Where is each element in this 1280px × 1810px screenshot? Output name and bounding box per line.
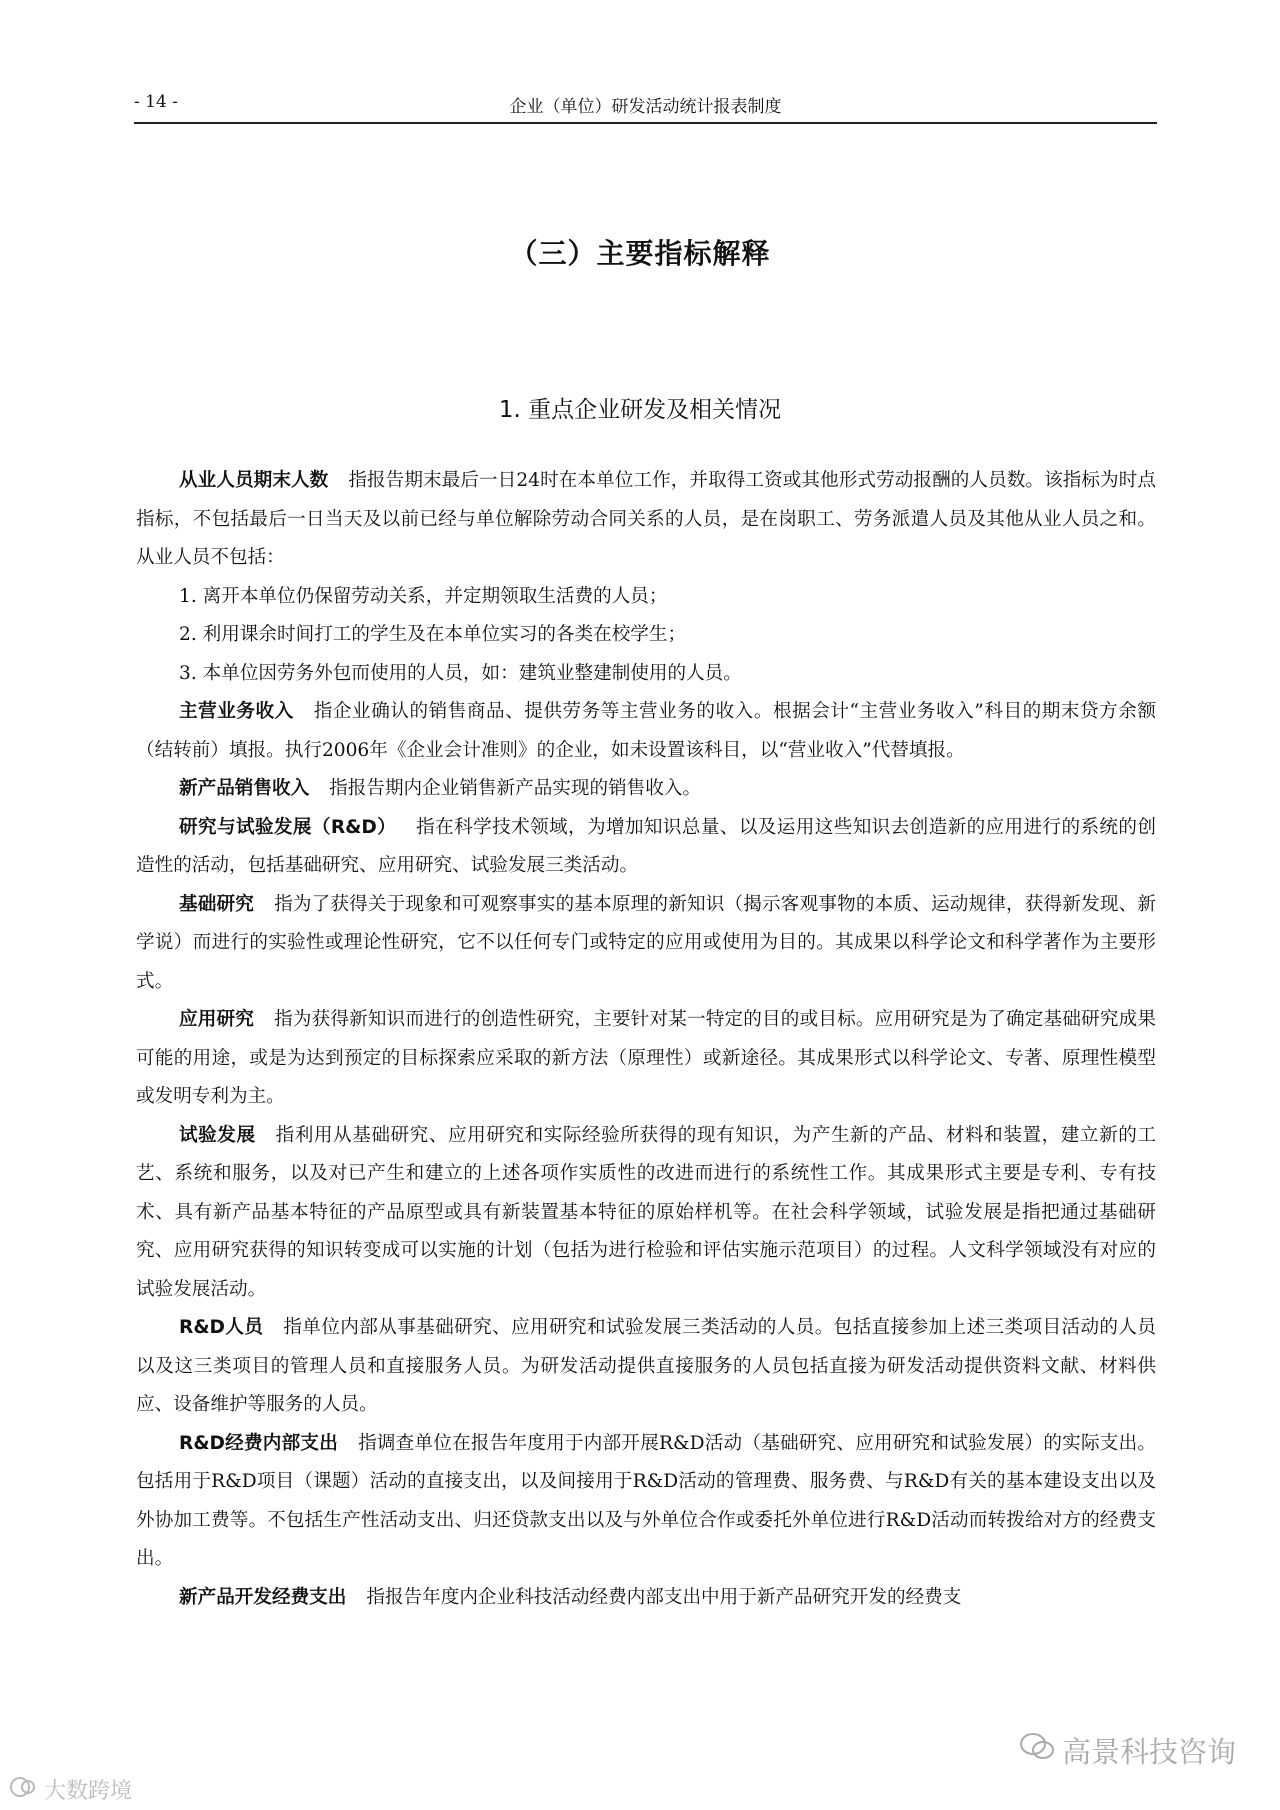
watermark-text: 大数跨境 [44,1779,133,1804]
definition: 1. 离开本单位仍保留劳动关系，并定期领取生活费的人员； [179,585,668,607]
section-title: （三）主要指标解释 [509,237,771,270]
paragraph [136,1001,1156,1117]
wechat-icon [1020,1732,1054,1769]
logo-icon [8,1775,38,1805]
definition: 指报告期内企业销售新产品实现的销售收入。 [329,778,702,799]
definition: 指调查单位在报告年度用于内部开展R&D活动（基础研究、应用研究和试验发展）的实际支出。包括用于R&D项目（课题）活动的直接支出，以及间接用于R&D活动的管理费、服务费、与R&D有关的基本建设支出以及外协加工费等。不包括生产性活动支出、归还贷款支出以及与外单位合作或委托外单位进行R&D活动而转拨给对方的经费支出。 [136,1432,1156,1569]
paragraph [136,693,1156,770]
definition: 3. 本单位因劳务外包而使用的人员，如：建筑业整建制使用的人员。 [179,662,742,684]
watermark-text: 高景科技咨询 [1061,1735,1236,1769]
term: 主营业务收入 [179,701,294,722]
list-item [136,655,1156,694]
paragraph [136,1309,1156,1425]
watermark-right [1020,1730,1236,1771]
running-title: 企业（单位）研发活动统计报表制度 [509,97,782,117]
page-header [134,88,1157,124]
watermark-left [8,1774,132,1805]
paragraph [136,462,1156,578]
definition: 指单位内部从事基础研究、应用研究和试验发展三类活动的人员。包括直接参加上述三类项目活动的人员以及这三类项目的管理人员和直接服务人员。为研发活动提供直接服务的人员包括直接为研发活动提供资料文献、材料供应、设备维护等服务的人员。 [136,1317,1156,1415]
term: 应用研究 [179,1009,255,1030]
definition: 指为获得新知识而进行的创造性研究，主要针对某一特定的目的或目标。应用研究是为了确定基础研究成果可能的用途，或是为达到预定的目标探索应采取的新方法（原理性）或新途径。其成果形式以科学论文、专著、原理性模型或发明专利为主。 [136,1009,1156,1107]
term: R&D经费内部支出 [179,1432,339,1454]
definition: 指利用从基础研究、应用研究和实际经验所获得的现有知识，为产生新的产品、材料和装置，建立新的工艺、系统和服务，以及对已产生和建立的上述各项作实质性的改进而进行的系统性工作。其成果形式主要是专利、专有技术、具有新产品基本特征的产品原型或具有新装置基本特征的原始样机等。在社会科学领域，试验发展是指把通过基础研究、应用研究获得的知识转变成可以实施的计划（包括为进行检验和评估实施示范项目）的过程。人文科学领域没有对应的试验发展活动。 [136,1124,1156,1300]
term: 基础研究 [179,893,255,915]
paragraph [136,770,1156,809]
term: 从业人员期末人数 [179,470,329,491]
paragraph [136,1579,1156,1618]
paragraph [136,1117,1156,1310]
subsection-title: 1. 重点企业研发及相关情况 [498,397,782,423]
term: 研究与试验发展（R&D） [179,816,397,838]
list-item [136,578,1156,617]
list-item [136,616,1156,655]
document-body [136,462,1156,1617]
term: 新产品开发经费支出 [179,1586,347,1608]
paragraph [136,1425,1156,1579]
term: 新产品销售收入 [179,778,310,799]
paragraph [136,809,1156,886]
definition: 指为了获得关于现象和可观察事实的基本原理的新知识（揭示客观事物的本质、运动规律，获得新发现、新学说）而进行的实验性或理论性研究，它不以任何专门或特定的应用或使用为目的。其成果以科学论文和科学著作为主要形式。 [136,893,1156,992]
definition: 指报告年度内企业科技活动经费内部支出中用于新产品研究开发的经费支 [366,1586,962,1608]
definition: 指报告期末最后一日24时在本单位工作，并取得工资或其他形式劳动报酬的人员数。该指标为时点指标，不包括最后一日当天及以前已经与单位解除劳动合同关系的人员，是在岗职工、劳务派遣人员及其他从业人员之和。从业人员不包括： [136,470,1156,568]
term: R&D人员 [179,1317,264,1338]
definition: 指企业确认的销售商品、提供劳务等主营业务的收入。根据会计“主营业务收入”科目的期末贷方余额（结转前）填报。执行2006年《企业会计准则》的企业，如未设置该科目，以“营业收入”代替填报。 [136,701,1156,761]
definition: 2. 利用课余时间打工的学生及在本单位实习的各类在校学生； [179,624,687,645]
page-number: - 14 - [134,92,178,112]
paragraph [136,886,1156,1002]
definition: 指在科学技术领域，为增加知识总量、以及运用这些知识去创造新的应用进行的系统的创造性的活动，包括基础研究、应用研究、试验发展三类活动。 [136,816,1156,876]
term: 试验发展 [179,1124,256,1146]
